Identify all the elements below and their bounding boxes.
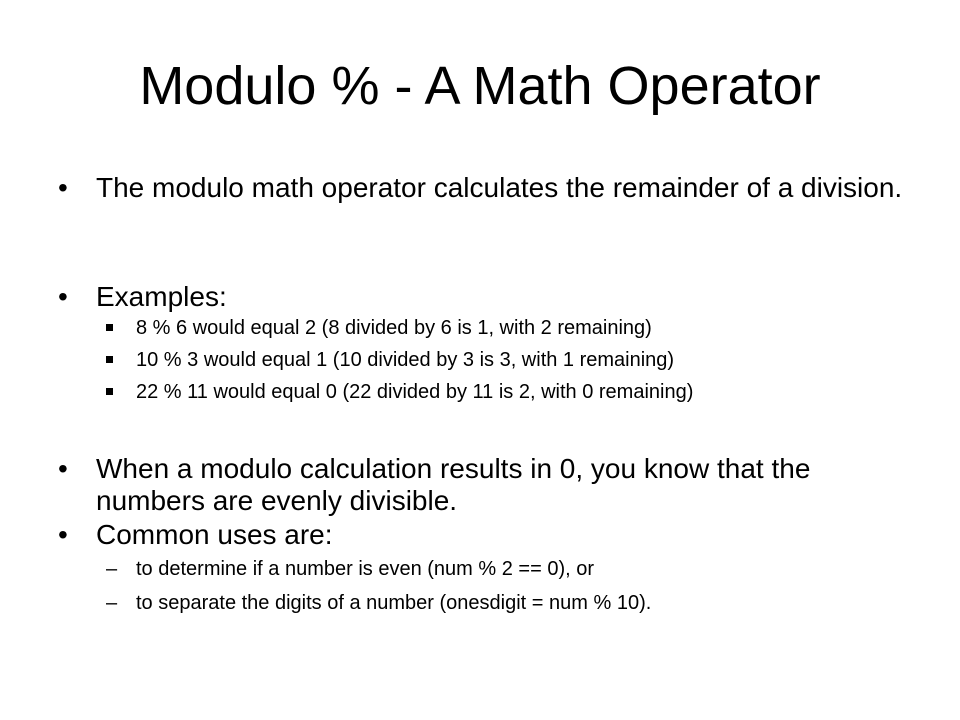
dash-bullet-icon: – (106, 558, 118, 580)
bullet-text: Examples: (96, 281, 227, 312)
bullet-text: Common uses are: (96, 519, 333, 550)
square-bullet-icon (106, 324, 113, 331)
use-item (106, 557, 906, 581)
use-item (106, 591, 906, 615)
bullet-definition (58, 172, 918, 204)
use-text: to determine if a number is even (num % 2 == 0), or (136, 558, 594, 580)
example-item (106, 348, 906, 372)
bullet-even-divisibility (58, 453, 918, 517)
example-text: 8 % 6 would equal 2 (8 divided by 6 is 1, with 2 remaining) (136, 317, 652, 339)
bullet-examples (58, 281, 918, 313)
example-item (106, 380, 906, 404)
use-text: to separate the digits of a number (onesdigit = num % 10). (136, 592, 652, 614)
bullet-dot-icon: • (58, 281, 68, 312)
bullet-dot-icon: • (58, 172, 68, 203)
example-text: 22 % 11 would equal 0 (22 divided by 11 is 2, with 0 remaining) (136, 381, 694, 403)
square-bullet-icon (106, 356, 113, 363)
example-item (106, 316, 906, 340)
bullet-text: When a modulo calculation results in 0, you know that the numbers are evenly divisible. (96, 453, 811, 516)
slide-title: Modulo % - A Math Operator (139, 56, 821, 116)
bullet-common-uses (58, 519, 918, 551)
bullet-text: The modulo math operator calculates the remainder of a division. (96, 172, 903, 203)
bullet-dot-icon: • (58, 519, 68, 550)
bullet-dot-icon: • (58, 453, 68, 484)
square-bullet-icon (106, 388, 113, 395)
example-text: 10 % 3 would equal 1 (10 divided by 3 is 3, with 1 remaining) (136, 349, 675, 371)
dash-bullet-icon: – (106, 592, 118, 614)
